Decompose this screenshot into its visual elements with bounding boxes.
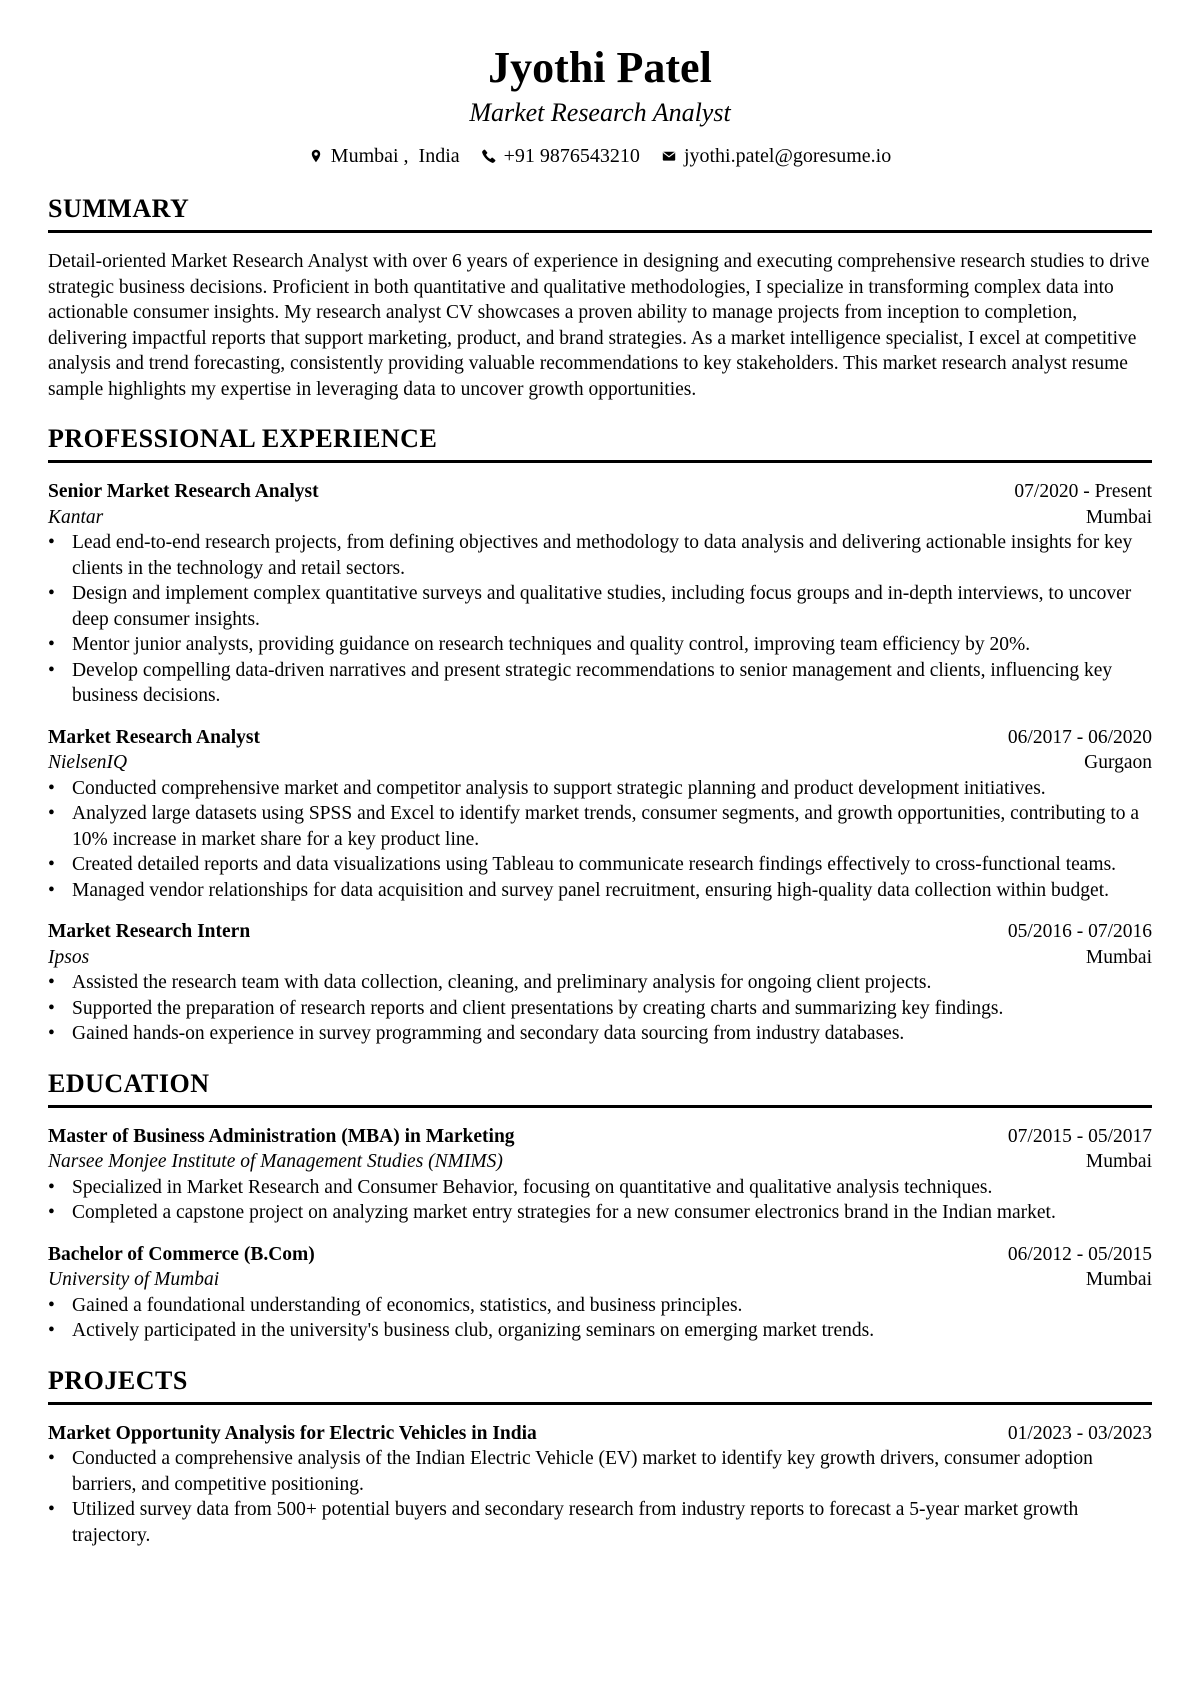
contact-bar [48, 142, 1152, 170]
bullet-item: • Specialized in Market Research and Consumer Behavior, focusing on quantitative and qualitative analysis techniques. [72, 1175, 1152, 1201]
location-text: Mumbai , India [330, 145, 460, 167]
job-dates: 07/2020 - Present [1014, 481, 1152, 502]
summary-section [48, 192, 1152, 402]
experience-section [48, 422, 1152, 1047]
resume-header [48, 0, 1152, 170]
project-bullets [48, 1446, 1152, 1548]
bullet-item: • Conducted comprehensive market and competitor analysis to support strategic planning and product development initiatives. [72, 776, 1152, 802]
project-entry [48, 1421, 1152, 1549]
bullet-item: • Created detailed reports and data visualizations using Tableau to communicate research findings effectively to cross-functional teams. [72, 852, 1152, 878]
bullet-item: • Gained hands-on experience in survey programming and secondary data sourcing from industry databases. [72, 1021, 1152, 1047]
job-bullets [48, 530, 1152, 709]
email-link[interactable]: jyothi.patel@goresume.io [683, 145, 892, 167]
education-location: Mumbai [1085, 1151, 1152, 1172]
institution-name: University of Mumbai [48, 1269, 220, 1290]
institution-name: Narsee Monjee Institute of Management Studies (NMIMS) [48, 1151, 503, 1172]
bullet-item: • Conducted a comprehensive analysis of the Indian Electric Vehicle (EV) market to identify key growth drivers, consumer adoption barriers, and competitive positioning. [72, 1446, 1152, 1497]
bullet-item: • Gained a foundational understanding of economics, statistics, and business principles. [72, 1293, 1152, 1319]
degree-title: Bachelor of Commerce (B.Com) [48, 1243, 315, 1265]
bullet-item: • Utilized survey data from 500+ potential buyers and secondary research from industry reports to forecast a 5-year market growth trajectory. [72, 1497, 1152, 1548]
section-heading-summary: SUMMARY [48, 192, 1152, 233]
location-pin-icon [309, 149, 323, 163]
phone-text[interactable]: +91 9876543210 [503, 145, 640, 167]
company-name: Kantar [48, 506, 104, 528]
project-dates: 01/2023 - 03/2023 [1007, 1422, 1152, 1444]
education-entry [48, 1242, 1152, 1344]
education-dates: 06/2012 - 05/2015 [1007, 1243, 1152, 1265]
job-title: Senior Market Research Analyst [48, 481, 319, 502]
envelope-icon [662, 149, 676, 163]
bullet-item: • Mentor junior analysts, providing guidance on research techniques and quality control, improving team efficiency by 20%. [72, 632, 1152, 658]
job-title: Market Research Analyst [48, 726, 260, 748]
candidate-name: Jyothi Patel [488, 43, 712, 92]
job-bullets [48, 970, 1152, 1047]
section-heading-projects: PROJECTS [48, 1364, 1152, 1405]
bullet-item: • Supported the preparation of research reports and client presentations by creating charts and summarizing key findings. [72, 996, 1152, 1022]
bullet-item: • Assisted the research team with data collection, cleaning, and preliminary analysis for ongoing client projects. [72, 970, 1152, 996]
contact-email [662, 142, 891, 170]
job-title: Market Research Intern [48, 921, 251, 942]
candidate-role: Market Research Analyst [469, 98, 731, 127]
job-location: Mumbai [1085, 946, 1152, 968]
experience-entry [48, 919, 1152, 1047]
job-dates: 05/2016 - 07/2016 [1007, 921, 1152, 942]
job-dates: 06/2017 - 06/2020 [1007, 726, 1152, 748]
bullet-item: • Design and implement complex quantitative surveys and qualitative studies, including focus groups and in-depth interviews, to uncover deep consumer insights. [72, 581, 1152, 632]
contact-location [309, 142, 460, 170]
experience-entry [48, 725, 1152, 904]
education-bullets [48, 1293, 1152, 1344]
bullet-item: • Completed a capstone project on analyzing market entry strategies for a new consumer electronics brand in the Indian market. [72, 1200, 1152, 1226]
company-name: NielsenIQ [48, 752, 128, 773]
bullet-item: • Analyzed large datasets using SPSS and Excel to identify market trends, consumer segments, and growth opportunities, contributing to a 10% increase in market share for a key product line. [72, 801, 1152, 852]
bullet-item: • Actively participated in the university's business club, organizing seminars on emerging market trends. [72, 1318, 1152, 1344]
degree-title: Master of Business Administration (MBA) in Marketing [48, 1125, 515, 1147]
bullet-item: • Lead end-to-end research projects, from defining objectives and methodology to data analysis and delivering actionable insights for key clients in the technology and retail sectors. [72, 530, 1152, 581]
education-location: Mumbai [1085, 1269, 1152, 1290]
bullet-item: • Managed vendor relationships for data acquisition and survey panel recruitment, ensuring high-quality data collection within budget. [72, 878, 1152, 904]
education-section [48, 1067, 1152, 1344]
education-entry [48, 1124, 1152, 1226]
experience-entry [48, 479, 1152, 709]
phone-icon [482, 149, 496, 163]
education-dates: 07/2015 - 05/2017 [1007, 1125, 1152, 1147]
projects-section [48, 1364, 1152, 1549]
project-title: Market Opportunity Analysis for Electric Vehicles in India [48, 1422, 537, 1444]
summary-text: Detail-oriented Market Research Analyst with over 6 years of experience in designing and executing comprehensive research studies to drive strategic business decisions. Proficient in both quantitative and qualitative methodologies, I specialize in transforming complex data into actionable consumer insights. My research analyst CV showcases a proven ability to manage projects from inception to completion, delivering impactful reports that support marketing, product, and brand strategies. As a market intelligence specialist, I excel at competitive analysis and trend forecasting, consistently providing valuable recommendations to key stakeholders. This market research analyst resume sample highlights my expertise in leveraging data to uncover growth opportunities. [48, 251, 1150, 400]
bullet-item: • Develop compelling data-driven narratives and present strategic recommendations to senior management and clients, influencing key business decisions. [72, 658, 1152, 709]
job-location: Mumbai [1085, 506, 1152, 528]
job-bullets [48, 776, 1152, 904]
section-heading-education: EDUCATION [48, 1067, 1152, 1108]
contact-phone [482, 142, 640, 170]
section-heading-experience: PROFESSIONAL EXPERIENCE [48, 422, 1152, 463]
job-location: Gurgaon [1084, 752, 1152, 773]
company-name: Ipsos [48, 946, 90, 968]
education-bullets [48, 1175, 1152, 1226]
